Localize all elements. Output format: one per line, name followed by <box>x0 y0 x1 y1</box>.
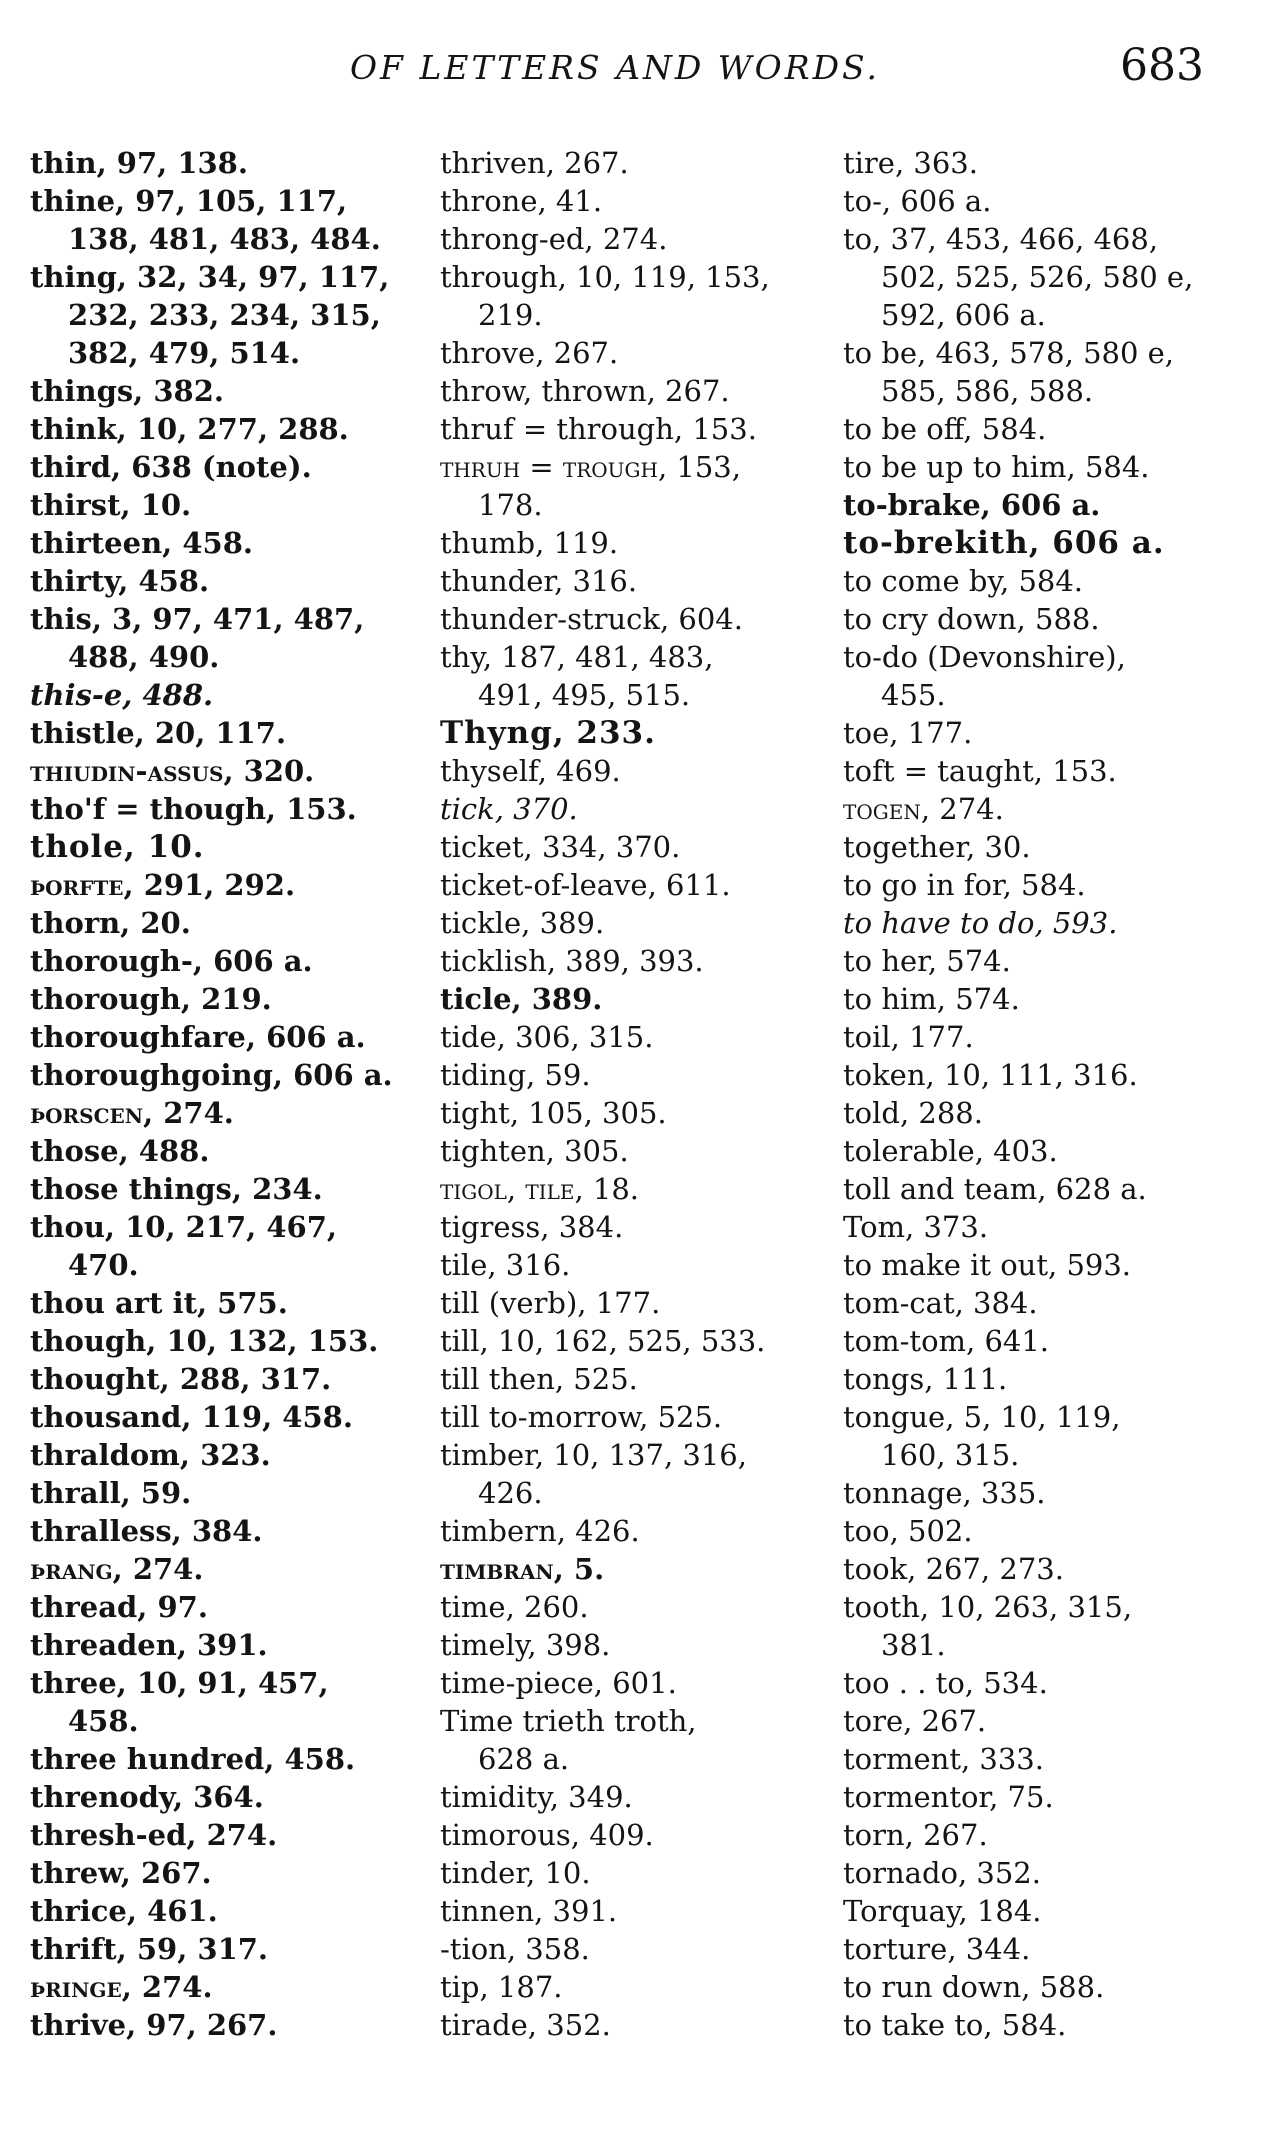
index-entry: thou art it, 575. <box>30 1286 288 1320</box>
index-entry: tongs, 111. <box>843 1362 1008 1396</box>
index-entry: toe, 177. <box>843 716 973 750</box>
index-entry: Torquay, 184. <box>843 1894 1042 1928</box>
index-entry: to be off, 584. <box>843 412 1047 446</box>
index-entry: told, 288. <box>843 1096 983 1130</box>
index-entry: threaden, 391. <box>30 1628 268 1662</box>
index-entry: to run down, 588. <box>843 1970 1105 2004</box>
index-entry: to take to, 584. <box>843 2008 1067 2042</box>
index-entry: those, 488. <box>30 1134 210 1168</box>
index-entry: time, 260. <box>440 1590 589 1624</box>
index-entry: tide, 306, 315. <box>440 1020 654 1054</box>
index-entry: this, 3, 97, 471, 487, <box>30 602 365 636</box>
index-entry: ticket, 334, 370. <box>440 830 681 864</box>
index-entry: þringe, 274. <box>30 1970 213 2004</box>
index-entry: thraldom, 323. <box>30 1438 271 1472</box>
index-entry: thriven, 267. <box>440 146 629 180</box>
index-entry: to her, 574. <box>843 944 1011 978</box>
index-entry: 458. <box>68 1704 139 1738</box>
index-entry: tinnen, 391. <box>440 1894 618 1928</box>
index-entry: thunder-struck, 604. <box>440 602 743 636</box>
index-entry: torture, 344. <box>843 1932 1031 1966</box>
index-entry: thole, 10. <box>30 829 205 865</box>
index-entry: torment, 333. <box>843 1742 1044 1776</box>
index-entry: thruh = trough, 153, <box>440 450 741 484</box>
index-entry: till to-morrow, 525. <box>440 1400 723 1434</box>
index-entry: 488, 490. <box>68 640 220 674</box>
index-entry: 219. <box>478 298 543 332</box>
running-title: OF LETTERS AND WORDS. <box>350 48 880 87</box>
index-entry: ticklish, 389, 393. <box>440 944 704 978</box>
index-entry: thrall, 59. <box>30 1476 192 1510</box>
index-entry: þorscen, 274. <box>30 1096 234 1130</box>
index-entry: threw, 267. <box>30 1856 212 1890</box>
index-entry: tiding, 59. <box>440 1058 591 1092</box>
index-entry: thread, 97. <box>30 1590 208 1624</box>
index-entry: torn, 267. <box>843 1818 988 1852</box>
index-entry: tongue, 5, 10, 119, <box>843 1400 1121 1434</box>
index-entry: thrive, 97, 267. <box>30 2008 278 2042</box>
index-entry: thresh-ed, 274. <box>30 1818 278 1852</box>
index-entry: 178. <box>478 488 543 522</box>
index-entry: thirteen, 458. <box>30 526 253 560</box>
page-number: 683 <box>1120 40 1204 91</box>
index-entry: too . . to, 534. <box>843 1666 1048 1700</box>
index-entry: throw, thrown, 267. <box>440 374 730 408</box>
index-entry: throng-ed, 274. <box>440 222 668 256</box>
index-entry: thruf = through, 153. <box>440 412 757 446</box>
index-entry: to go in for, 584. <box>843 868 1086 902</box>
index-entry: those things, 234. <box>30 1172 323 1206</box>
index-entry: thin, 97, 138. <box>30 146 248 180</box>
index-entry: tho'f = though, 153. <box>30 792 357 826</box>
index-entry: tire, 363. <box>843 146 978 180</box>
index-column-3 <box>843 144 1238 2044</box>
index-entry: 138, 481, 483, 484. <box>68 222 381 256</box>
index-entry: till, 10, 162, 525, 533. <box>440 1324 766 1358</box>
index-entry: toft = taught, 153. <box>843 754 1117 788</box>
index-entry: 491, 495, 515. <box>478 678 691 712</box>
index-entry: thyself, 469. <box>440 754 621 788</box>
index-entry: Time trieth troth, <box>440 1704 697 1738</box>
index-entry: thirst, 10. <box>30 488 192 522</box>
index-entry: 426. <box>478 1476 543 1510</box>
index-entry: this-e, 488. <box>30 678 214 712</box>
index-entry: things, 382. <box>30 374 225 408</box>
index-entry: to-brekith, 606 a. <box>843 525 1165 561</box>
index-entry: to him, 574. <box>843 982 1020 1016</box>
index-entry: tooth, 10, 263, 315, <box>843 1590 1133 1624</box>
index-entry: throne, 41. <box>440 184 603 218</box>
index-entry: to, 37, 453, 466, 468, <box>843 222 1159 256</box>
index-entry: threnody, 364. <box>30 1780 264 1814</box>
index-entry: thrift, 59, 317. <box>30 1932 269 1966</box>
index-entry: thunder, 316. <box>440 564 638 598</box>
index-entry: Tom, 373. <box>843 1210 989 1244</box>
index-entry: thralless, 384. <box>30 1514 263 1548</box>
index-entry: token, 10, 111, 316. <box>843 1058 1138 1092</box>
index-entry: tormentor, 75. <box>843 1780 1054 1814</box>
index-entry: tile, 316. <box>440 1248 571 1282</box>
index-entry: through, 10, 119, 153, <box>440 260 770 294</box>
index-entry: tore, 267. <box>843 1704 987 1738</box>
index-entry: thorough-, 606 a. <box>30 944 313 978</box>
index-entry: tornado, 352. <box>843 1856 1041 1890</box>
index-entry: timber, 10, 137, 316, <box>440 1438 747 1472</box>
index-entry: timbran, 5. <box>440 1552 605 1586</box>
index-entry: tom-tom, 641. <box>843 1324 1050 1358</box>
index-entry: thrice, 461. <box>30 1894 218 1928</box>
index-entry: þorfte, 291, 292. <box>30 868 296 902</box>
index-entry: thiudin-assus, 320. <box>30 754 315 788</box>
index-entry: to-brake, 606 a. <box>843 488 1101 522</box>
index-entry: time-piece, 601. <box>440 1666 677 1700</box>
index-entry: timidity, 349. <box>440 1780 633 1814</box>
index-entry: thistle, 20, 117. <box>30 716 287 750</box>
index-entry: 502, 525, 526, 580 e, <box>881 260 1194 294</box>
index-entry: -tion, 358. <box>440 1932 590 1966</box>
index-entry: ticle, 389. <box>440 982 603 1016</box>
index-entry: tirade, 352. <box>440 2008 611 2042</box>
index-entry: 232, 233, 234, 315, <box>68 298 381 332</box>
index-entry: to make it out, 593. <box>843 1248 1132 1282</box>
index-entry: thy, 187, 481, 483, <box>440 640 714 674</box>
index-entry: tigress, 384. <box>440 1210 624 1244</box>
index-entry: to cry down, 588. <box>843 602 1100 636</box>
index-entry: toil, 177. <box>843 1020 974 1054</box>
index-entry: tolerable, 403. <box>843 1134 1058 1168</box>
index-entry: 382, 479, 514. <box>68 336 301 370</box>
index-entry: toll and team, 628 a. <box>843 1172 1147 1206</box>
index-entry: 592, 606 a. <box>881 298 1046 332</box>
index-entry: thousand, 119, 458. <box>30 1400 353 1434</box>
index-entry: thoroughfare, 606 a. <box>30 1020 366 1054</box>
index-entry: till (verb), 177. <box>440 1286 661 1320</box>
index-entry: till then, 525. <box>440 1362 638 1396</box>
index-entry: thorn, 20. <box>30 906 191 940</box>
index-entry: tighten, 305. <box>440 1134 629 1168</box>
index-entry: 470. <box>68 1248 139 1282</box>
index-entry: ticket-of-leave, 611. <box>440 868 731 902</box>
index-entry: third, 638 (note). <box>30 450 312 484</box>
index-entry: to be, 463, 578, 580 e, <box>843 336 1175 370</box>
index-column-1 <box>30 144 410 2044</box>
index-entry: togen, 274. <box>843 792 1004 826</box>
index-entry: thing, 32, 34, 97, 117, <box>30 260 390 294</box>
index-entry: tom-cat, 384. <box>843 1286 1038 1320</box>
index-entry: timorous, 409. <box>440 1818 654 1852</box>
index-entry: tinder, 10. <box>440 1856 591 1890</box>
index-entry: Thyng, 233. <box>440 715 656 751</box>
index-entry: thou, 10, 217, 467, <box>30 1210 338 1244</box>
index-entry: to-, 606 a. <box>843 184 992 218</box>
index-entry: thorough, 219. <box>30 982 272 1016</box>
index-entry: tick, 370. <box>440 792 578 826</box>
index-entry: 381. <box>881 1628 946 1662</box>
index-entry: thirty, 458. <box>30 564 210 598</box>
index-entry: too, 502. <box>843 1514 973 1548</box>
index-entry: tigol, tile, 18. <box>440 1172 640 1206</box>
index-entry: thoroughgoing, 606 a. <box>30 1058 393 1092</box>
index-entry: to be up to him, 584. <box>843 450 1150 484</box>
index-entry: 160, 315. <box>881 1438 1020 1472</box>
index-entry: þrang, 274. <box>30 1552 204 1586</box>
index-entry: tight, 105, 305. <box>440 1096 667 1130</box>
index-entry: 455. <box>881 678 946 712</box>
index-entry: thought, 288, 317. <box>30 1362 332 1396</box>
index-entry: to come by, 584. <box>843 564 1084 598</box>
index-entry: timbern, 426. <box>440 1514 640 1548</box>
index-entry: tip, 187. <box>440 1970 563 2004</box>
index-entry: thumb, 119. <box>440 526 619 560</box>
index-entry: tonnage, 335. <box>843 1476 1046 1510</box>
index-entry: three, 10, 91, 457, <box>30 1666 329 1700</box>
index-column-2 <box>440 144 820 2044</box>
index-entry: throve, 267. <box>440 336 619 370</box>
index-entry: though, 10, 132, 153. <box>30 1324 379 1358</box>
index-entry: 628 a. <box>478 1742 570 1776</box>
index-entry: to have to do, 593. <box>843 906 1118 940</box>
index-entry: thine, 97, 105, 117, <box>30 184 348 218</box>
index-entry: 585, 586, 588. <box>881 374 1094 408</box>
page-header <box>0 40 1276 100</box>
index-entry: together, 30. <box>843 830 1031 864</box>
index-entry: took, 267, 273. <box>843 1552 1064 1586</box>
index-entry: to-do (Devonshire), <box>843 640 1126 674</box>
index-entry: three hundred, 458. <box>30 1742 356 1776</box>
index-entry: think, 10, 277, 288. <box>30 412 349 446</box>
index-entry: timely, 398. <box>440 1628 611 1662</box>
index-entry: tickle, 389. <box>440 906 605 940</box>
